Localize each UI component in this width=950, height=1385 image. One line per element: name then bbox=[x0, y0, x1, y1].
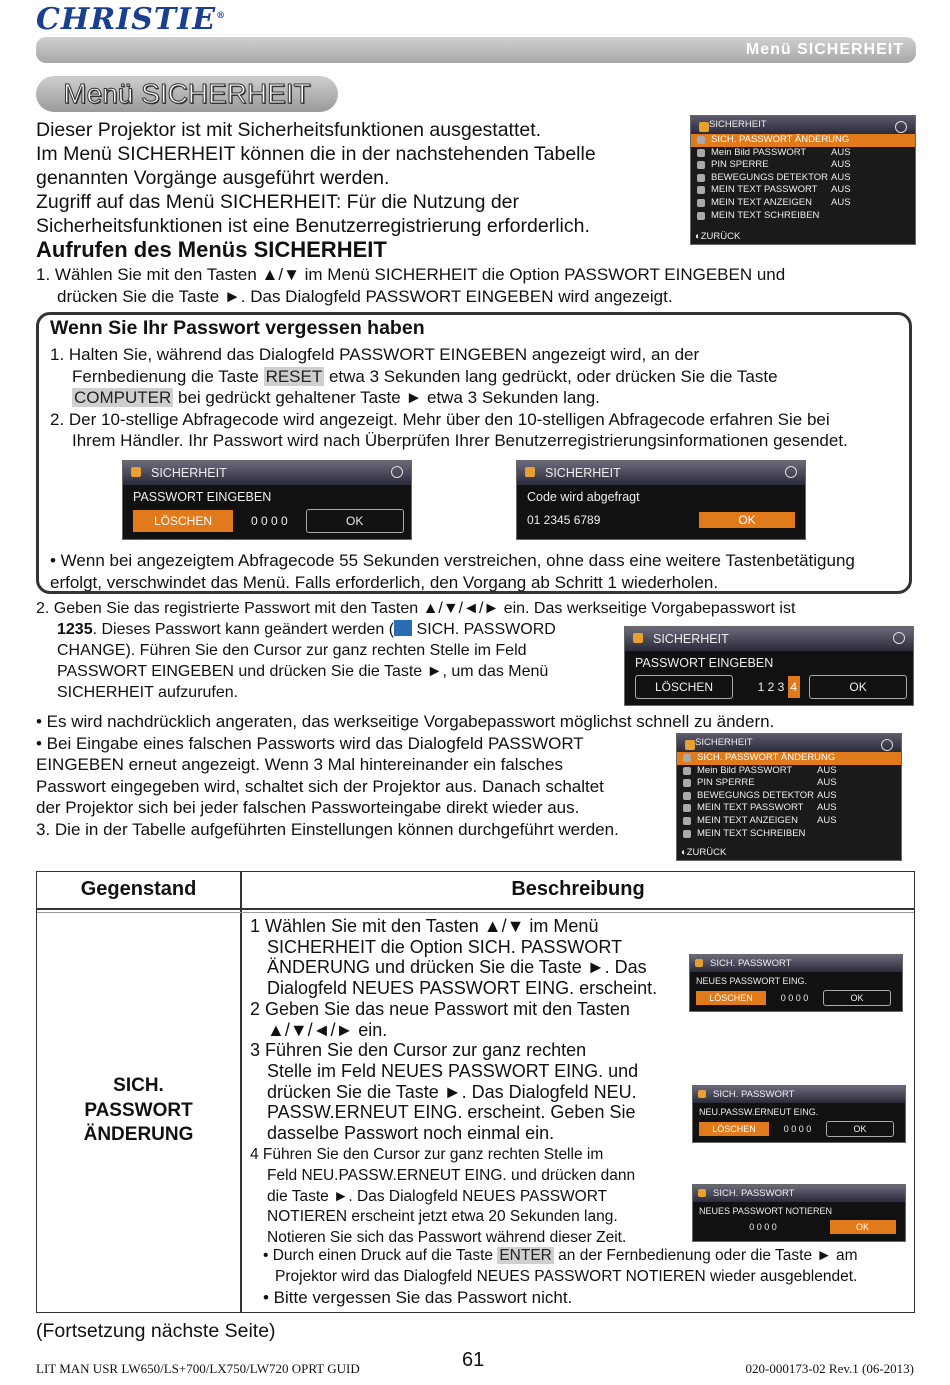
section-label: Menü SICHERHEIT bbox=[745, 41, 904, 58]
osd-item[interactable]: SICH. PASSWORT ÄNDERUNG bbox=[691, 134, 915, 147]
osd-back[interactable]: ◐ZURÜCK bbox=[681, 847, 727, 858]
bullet-notes: • Es wird nachdrücklich angeraten, das werkseitige Vorgabepasswort möglichst schnell zu ändern. • Bei Eingabe eines falschen Passworts wird das Dialogfeld PASSWORT EINGEBEN erneut angezeigt. Wenn 3 Mal hintereinander ein falsches Passwort eingegeben wird, schaltet sich der Projektor aus. Danach schaltet der Projektor sich bei jeder falschen Passworteingabe direkt wieder aus. 3. Die in der Tabelle aufgeführten Einstellungen können durchgeführt werden. bbox=[36, 712, 775, 839]
forgot-password-box bbox=[36, 312, 912, 594]
forgot-steps: 1. Halten Sie, während das Dialogfeld PASSWORT EINGEBEN angezeigt wird, an der Fernbedienung die Taste RESET etwa 3 Sekunden lang gedrückt, oder drücken Sie die Taste COMPUTER bei gedrückt gehaltener Taste ► etwa 3 Sekunden lang. 2. Der 10-stellige Abfragecode wird angezeigt. Mehr über den 10-stelligen Abfragecode erfahren Sie bei Ihrem Händler. Ihr Passwort wird nach Überprüfen Ihrer Benutzerregistrierungsinformationen gesendet. bbox=[50, 345, 848, 450]
dialog-new-password: SICH. PASSWORT NEUES PASSWORT EING. LÖSCHEN 0 0 0 0 OK bbox=[689, 954, 903, 1012]
dialog-password-enter-cursor: SICHERHEIT PASSWORT EINGEBEN LÖSCHEN 1 2 3 4 OK bbox=[624, 626, 914, 706]
key-icon bbox=[697, 136, 705, 144]
dialog-password-enter: SICHERHEIT PASSWORT EINGEBEN LÖSCHEN 0 0 0 0 OK bbox=[122, 460, 412, 540]
osd-security-menu: SICHERHEIT SICH. PASSWORT ÄNDERUNG Mein Bild PASSWORT AUS PIN SPERRE AUS BEWEGUNGS DETEKTOR AUS MEIN TEXT PASSWORT AUS MEIN TEXT ANZEIGEN AUS MEIN TEXT SCHREIBEN ◐ZURÜCK bbox=[676, 733, 902, 861]
text-icon bbox=[697, 212, 705, 220]
password-digits[interactable]: 0 0 0 0 bbox=[250, 514, 288, 528]
gear-icon bbox=[895, 121, 907, 133]
lock-icon bbox=[699, 122, 709, 132]
osd-item[interactable]: MEIN TEXT SCHREIBEN bbox=[677, 828, 901, 841]
step1-text: 1. Wählen Sie mit den Tasten ▲/▼ im Menü SICHERHEIT die Option PASSWORT EINGEBEN und drücken Sie die Taste ►. Das Dialogfeld PASSWORT EINGEBEN wird angezeigt. bbox=[36, 265, 786, 306]
osd-item[interactable]: MEIN TEXT PASSWORT AUS bbox=[677, 802, 901, 815]
dialog-note-password: SICH. PASSWORT NEUES PASSWORT NOTIEREN 0 0 0 0 OK bbox=[692, 1184, 906, 1242]
osd-item[interactable]: PIN SPERRE AUS bbox=[691, 159, 915, 172]
ok-button[interactable]: OK bbox=[823, 990, 891, 1006]
osd-item[interactable]: SICH. PASSWORT ÄNDERUNG bbox=[677, 752, 901, 765]
gear-icon bbox=[893, 632, 905, 644]
settings-table bbox=[36, 871, 915, 1313]
gear-icon bbox=[391, 466, 403, 478]
intro-text: Dieser Projektor ist mit Sicherheitsfunktionen ausgestattet. Im Menü SICHERHEIT können die in der nachstehenden Tabelle genannten Vorgänge ausgeführt werden. Zugriff auf das Menü SICHERHEIT: Für die Nutzung der Sicherheitsfunktionen ist eine Benutzerregistrierung erforderlich. bbox=[36, 119, 596, 237]
reset-key: RESET bbox=[265, 366, 323, 386]
osd-item[interactable]: Mein Bild PASSWORT AUS bbox=[677, 765, 901, 778]
motion-icon bbox=[697, 174, 705, 182]
ok-button[interactable]: OK bbox=[830, 1220, 896, 1234]
dialog-reenter-password: SICH. PASSWORT NEU.PASSW.ERNEUT EING. LÖSCHEN 0 0 0 0 OK bbox=[692, 1085, 906, 1143]
footer-doc-id: LIT MAN USR LW650/LS+700/LX750/LW720 OPRT GUID bbox=[36, 1361, 360, 1376]
inquiry-code: 01 2345 6789 bbox=[527, 513, 601, 527]
osd-header: SICHERHEIT bbox=[691, 116, 915, 134]
osd-item[interactable]: MEIN TEXT SCHREIBEN bbox=[691, 210, 915, 223]
table-description-step4: 4 Führen Sie den Cursor zur ganz rechten Stelle im Feld NEU.PASSW.ERNEUT EING. und drücken dann die Taste ►. Das Dialogfeld NEUES PASSWORT NOTIEREN erscheint jetzt etwa 20 Sekunden lang. Notieren Sie sich das Passwort während dieser Zeit. bbox=[250, 1146, 636, 1247]
gear-icon bbox=[881, 739, 893, 751]
osd-item[interactable]: BEWEGUNGS DETEKTOR AUS bbox=[677, 790, 901, 803]
osd-item[interactable]: MEIN TEXT ANZEIGEN AUS bbox=[691, 197, 915, 210]
continued-note: (Fortsetzung nächste Seite) bbox=[36, 1320, 276, 1342]
ok-button[interactable]: OK bbox=[826, 1121, 894, 1137]
page-number: 61 bbox=[462, 1349, 485, 1371]
text-icon bbox=[697, 186, 705, 194]
lock-icon bbox=[525, 467, 535, 477]
lock-icon bbox=[633, 633, 643, 643]
dialog-inquiring-code: SICHERHEIT Code wird abgefragt 01 2345 6789 OK bbox=[516, 460, 806, 540]
heading-access: Aufrufen des Menüs SICHERHEIT bbox=[36, 237, 387, 262]
play-icon bbox=[785, 466, 797, 478]
osd-item[interactable]: Mein Bild PASSWORT AUS bbox=[691, 147, 915, 160]
pin-icon bbox=[697, 161, 705, 169]
lock-icon bbox=[131, 467, 141, 477]
forgot-title: Wenn Sie Ihr Passwort vergessen haben bbox=[50, 317, 425, 339]
table-item-name: SICH. PASSWORT ÄNDERUNG bbox=[83, 1075, 194, 1145]
step2-text: 2. Geben Sie das registrierte Passwort mit den Tasten ▲/▼/◄/► ein. Das werkseitige Vorgabepasswort ist 1235. Dieses Passwort kann geändert werden ( SICH. PASSWORD CHANGE). Führen Sie den Cursor zur ganz rechten Stelle im Feld PASSWORT EINGEBEN und drücken Sie die Taste ►, um das Menü SICHERHEIT aufzurufen. bbox=[36, 600, 796, 701]
table-header-description: Beschreibung bbox=[511, 878, 645, 900]
forgot-note: • Wenn bei angezeigtem Abfragecode 55 Sekunden verstreichen, ohne dass eine weitere Tastenbetätigung erfolgt, verschwindet das Menü. Falls erforderlich, den Vorgang ab Schritt 1 wiederholen. bbox=[50, 551, 855, 592]
osd-item[interactable]: MEIN TEXT PASSWORT AUS bbox=[691, 184, 915, 197]
clear-button[interactable]: LÖSCHEN bbox=[696, 991, 766, 1005]
table-bullets: • Durch einen Druck auf die Taste ENTER an der Fernbedienung oder die Taste ► am Projektor wird das Dialogfeld NEUES PASSWORT NOTIEREN wieder ausgeblendet. • Bitte vergessen Sie das Passwort nicht. bbox=[263, 1247, 858, 1307]
table-header-item: Gegenstand bbox=[80, 878, 197, 900]
computer-key: COMPUTER bbox=[74, 388, 172, 407]
osd-item[interactable]: MEIN TEXT ANZEIGEN AUS bbox=[677, 815, 901, 828]
password-digits[interactable]: 1 2 3 bbox=[757, 680, 785, 694]
image-icon bbox=[697, 149, 705, 157]
osd-security-menu bbox=[690, 115, 916, 245]
clear-button[interactable]: LÖSCHEN bbox=[699, 1122, 769, 1136]
table-description: 1 Wählen Sie mit den Tasten ▲/▼ im Menü SICHERHEIT die Option SICH. PASSWORT ÄNDERUNG und drücken Sie die Taste ►. Das Dialogfeld NEUES PASSWORT EING. erscheint. 2 Geben Sie das neue Passwort mit den Tasten ▲/▼/◄/► ein. 3 Führen Sie den Cursor zur ganz rechten Stelle im Feld NEUES PASSWORT EING. und drücken Sie die Taste ►. Das Dialogfeld NEU. PASSW.ERNEUT EING. erscheint. Geben Sie dasselbe Passwort noch einmal ein. bbox=[250, 916, 658, 1144]
ok-button[interactable]: OK bbox=[699, 512, 795, 528]
page-title: Menü SICHERHEIT bbox=[36, 76, 338, 112]
enter-key: ENTER bbox=[499, 1247, 552, 1264]
osd-item[interactable]: BEWEGUNGS DETEKTOR AUS bbox=[691, 172, 915, 185]
book-icon bbox=[394, 620, 412, 636]
section-bar bbox=[36, 37, 916, 63]
password-cursor[interactable]: 4 bbox=[788, 676, 800, 698]
lock-icon bbox=[685, 740, 695, 750]
clear-button[interactable]: LÖSCHEN bbox=[133, 510, 233, 532]
osd-item[interactable]: PIN SPERRE AUS bbox=[677, 777, 901, 790]
ok-button[interactable]: OK bbox=[306, 509, 404, 533]
clear-button[interactable]: LÖSCHEN bbox=[635, 675, 733, 699]
brand-logo: CHRISTIE® bbox=[36, 2, 227, 37]
text-icon bbox=[697, 199, 705, 207]
ok-button[interactable]: OK bbox=[809, 675, 907, 699]
osd-back[interactable]: ◐ZURÜCK bbox=[695, 231, 741, 242]
footer-revision: 020-000173-02 Rev.1 (06-2013) bbox=[745, 1361, 914, 1376]
